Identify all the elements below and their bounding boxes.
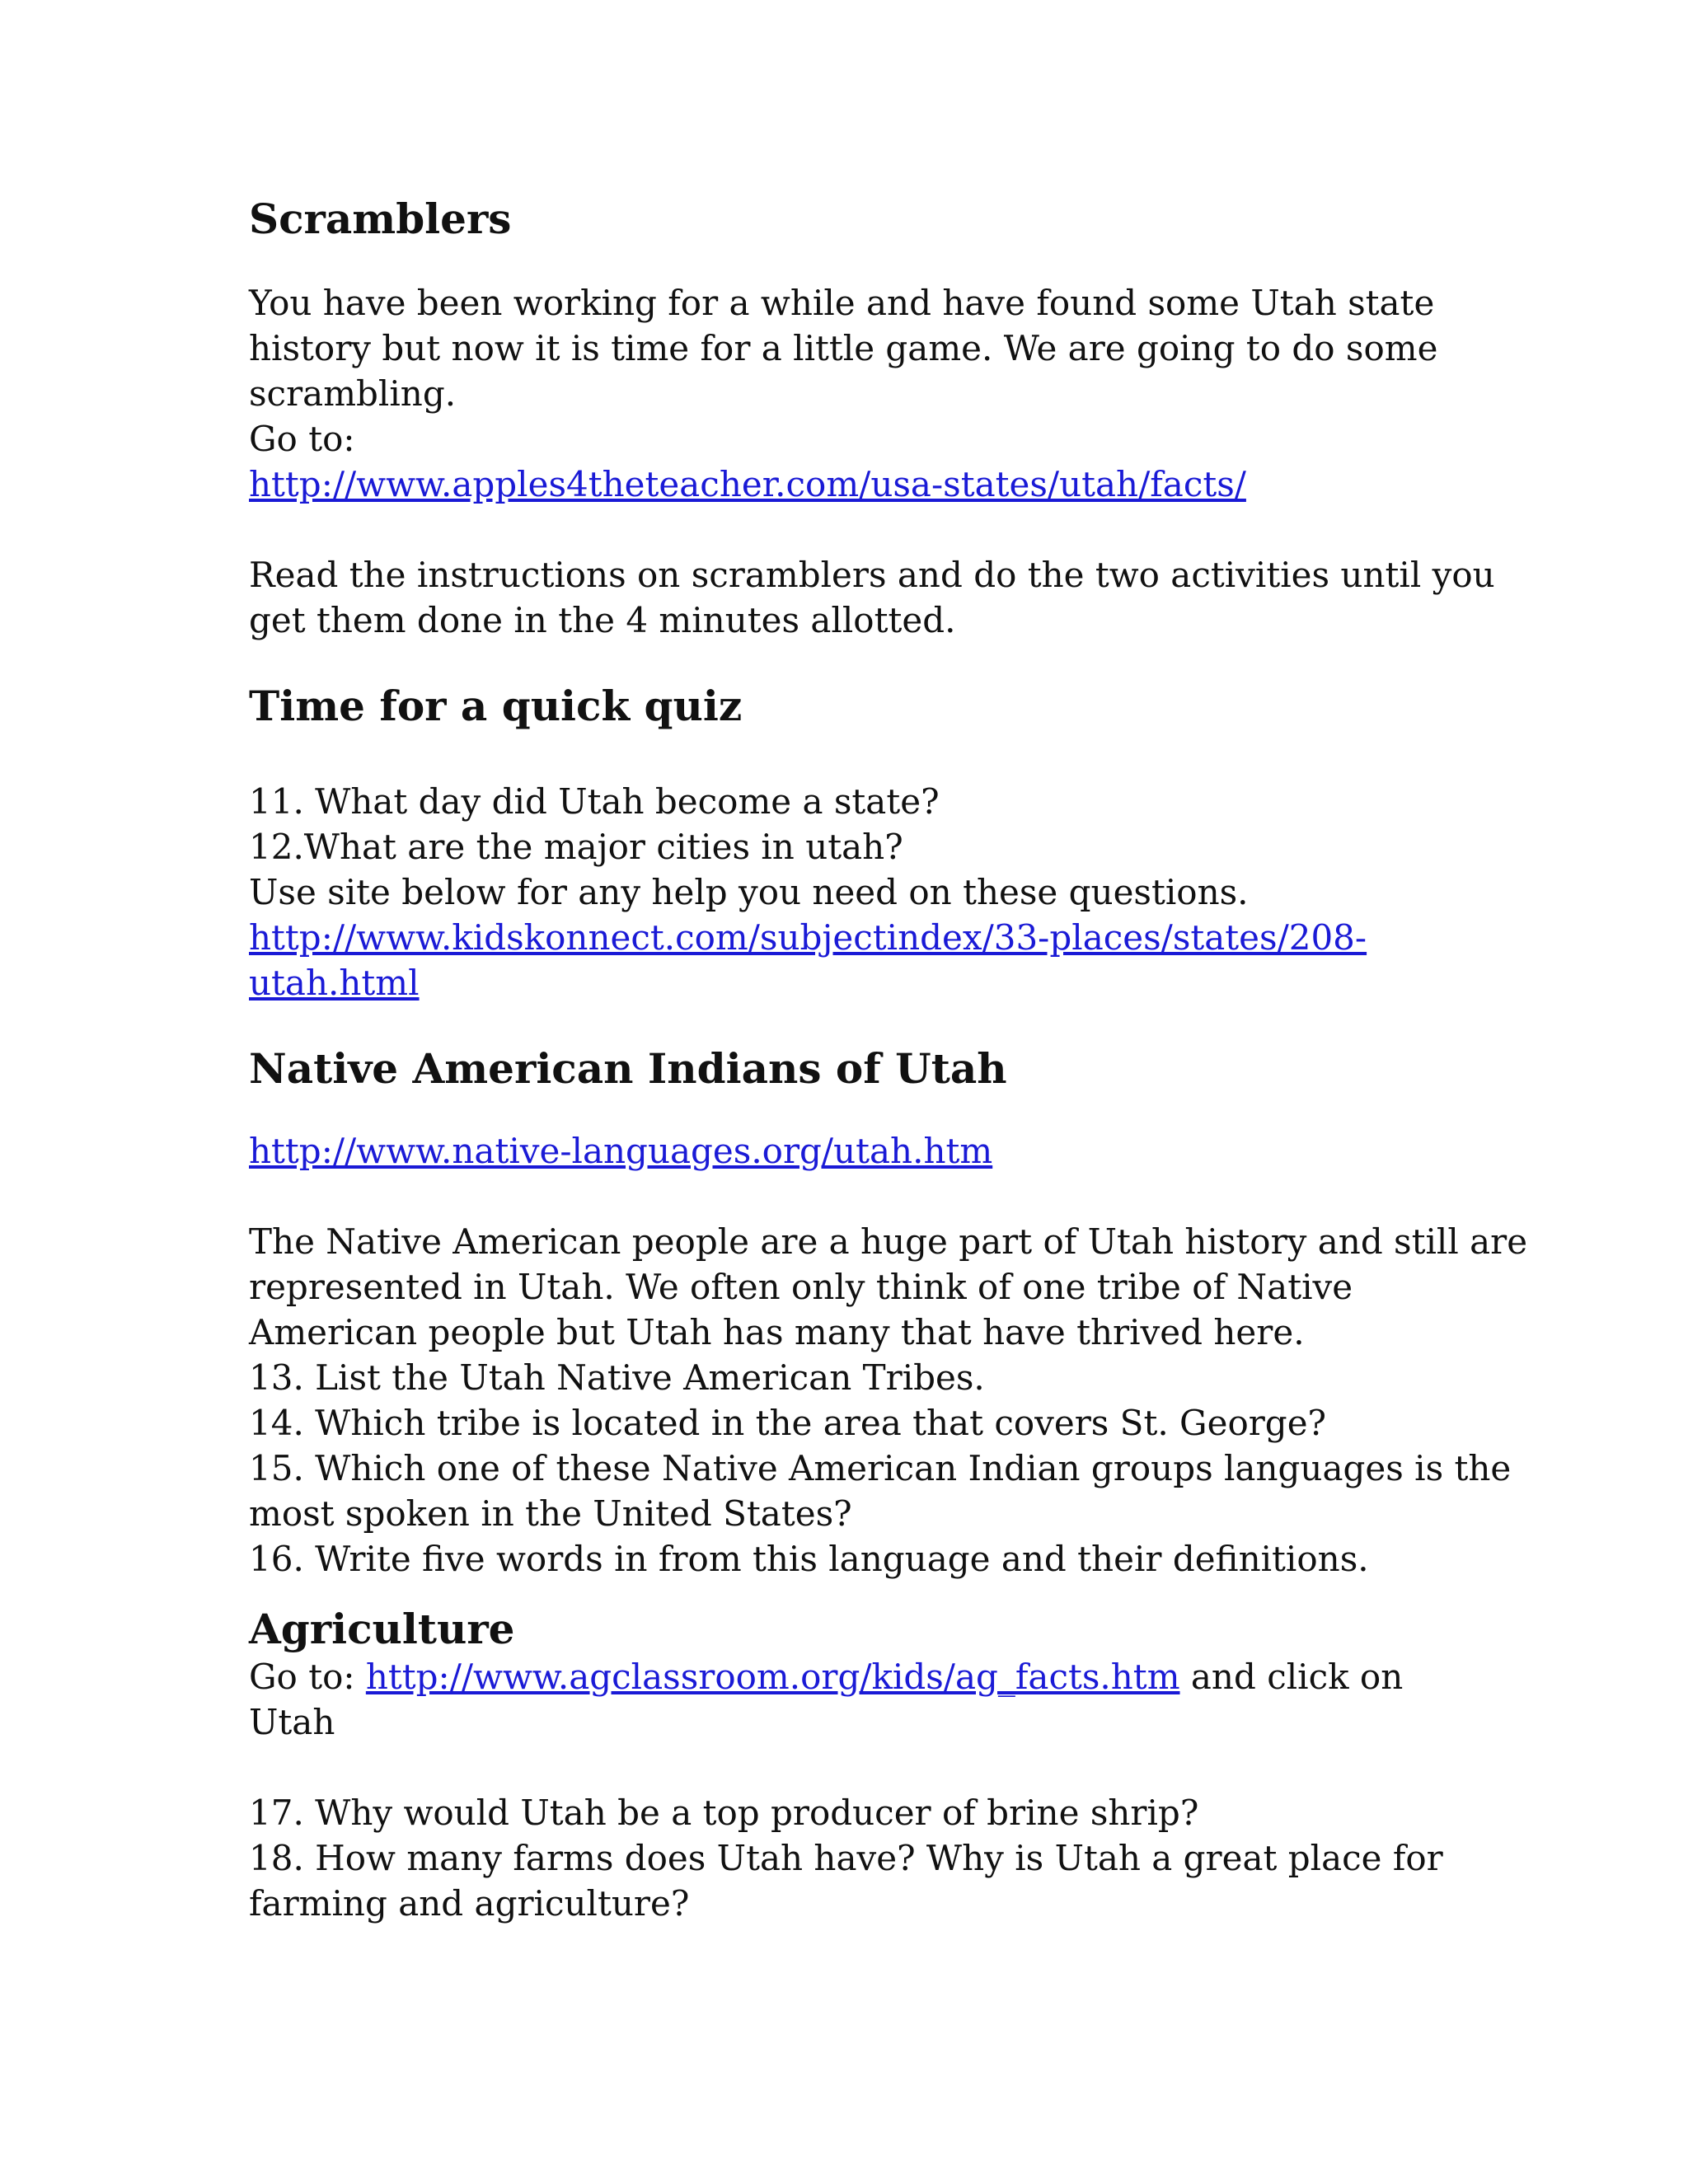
scramblers-goto-label: Go to: — [249, 419, 355, 459]
spacer — [249, 507, 1469, 552]
question-15: 15. Which one of these Native American Indian groups languages is the — [249, 1448, 1512, 1488]
scramblers-intro — [249, 280, 1469, 507]
section-heading-native: Native American Indians of Utah — [249, 1044, 1007, 1093]
agriculture-goto-label: Go to: — [249, 1657, 366, 1697]
spacer — [249, 731, 1469, 779]
native-body-line: represented in Utah. We often only think of one tribe of Native — [249, 1267, 1353, 1307]
scramblers-intro-line: You have been working for a while and have found some Utah state — [249, 283, 1435, 323]
scramblers-instruction-line: get them done in the 4 minutes allotted. — [249, 600, 956, 640]
agriculture-after-link: and click on — [1179, 1657, 1404, 1697]
agriculture-goto — [249, 1654, 1469, 1745]
document-page — [249, 194, 1528, 1926]
question-16: 16. Write five words in from this language and their definitions. — [249, 1539, 1369, 1579]
question-11: 11. What day did Utah become a state? — [249, 781, 940, 822]
agriculture-goto-line — [249, 1654, 1469, 1699]
question-18-continued: farming and agriculture? — [249, 1883, 690, 1924]
question-13: 13. List the Utah Native American Tribes. — [249, 1357, 985, 1398]
scramblers-instruction-line: Read the instructions on scramblers and do the two activities until you — [249, 555, 1495, 595]
spacer — [249, 1094, 1469, 1128]
spacer — [249, 643, 1469, 682]
quiz-help-text: Use site below for any help you need on these questions. — [249, 872, 1249, 912]
question-14: 14. Which tribe is located in the area that covers St. George? — [249, 1403, 1327, 1443]
quiz-link[interactable]: http://www.kidskonnect.com/subjectindex/33-places/states/208- — [249, 917, 1367, 958]
spacer — [249, 1005, 1469, 1044]
agriculture-goto-line2: Utah — [249, 1702, 335, 1742]
section-heading-agriculture: Agriculture — [249, 1605, 515, 1653]
question-17: 17. Why would Utah be a top producer of brine shrip? — [249, 1793, 1199, 1833]
native-link-row — [249, 1128, 1469, 1174]
scramblers-link[interactable]: http://www.apples4theteacher.com/usa-states/utah/facts/ — [249, 464, 1246, 504]
section-heading-scramblers: Scramblers — [249, 194, 512, 243]
agriculture-questions — [249, 1790, 1469, 1926]
native-body-line: The Native American people are a huge part of Utah history and still are — [249, 1221, 1528, 1262]
native-languages-link[interactable]: http://www.native-languages.org/utah.htm — [249, 1131, 993, 1171]
native-body — [249, 1219, 1528, 1582]
scramblers-intro-line: history but now it is time for a little game. We are going to do some — [249, 328, 1438, 368]
section-heading-quiz: Time for a quick quiz — [249, 682, 743, 730]
spacer — [249, 1745, 1469, 1790]
scramblers-intro-line: scrambling. — [249, 373, 457, 414]
spacer — [249, 244, 1469, 280]
spacer — [249, 1582, 1469, 1605]
quiz-link-continued[interactable]: utah.html — [249, 963, 420, 1003]
quiz-questions — [249, 779, 1469, 1005]
spacer — [249, 1174, 1469, 1219]
scramblers-instructions — [249, 552, 1495, 643]
agriculture-link[interactable]: http://www.agclassroom.org/kids/ag_facts.htm — [365, 1657, 1180, 1697]
question-15-continued: most spoken in the United States? — [249, 1493, 852, 1534]
native-body-line: American people but Utah has many that have thrived here. — [249, 1312, 1305, 1352]
question-18: 18. How many farms does Utah have? Why is Utah a great place for — [249, 1838, 1443, 1878]
question-12: 12.What are the major cities in utah? — [249, 827, 903, 867]
